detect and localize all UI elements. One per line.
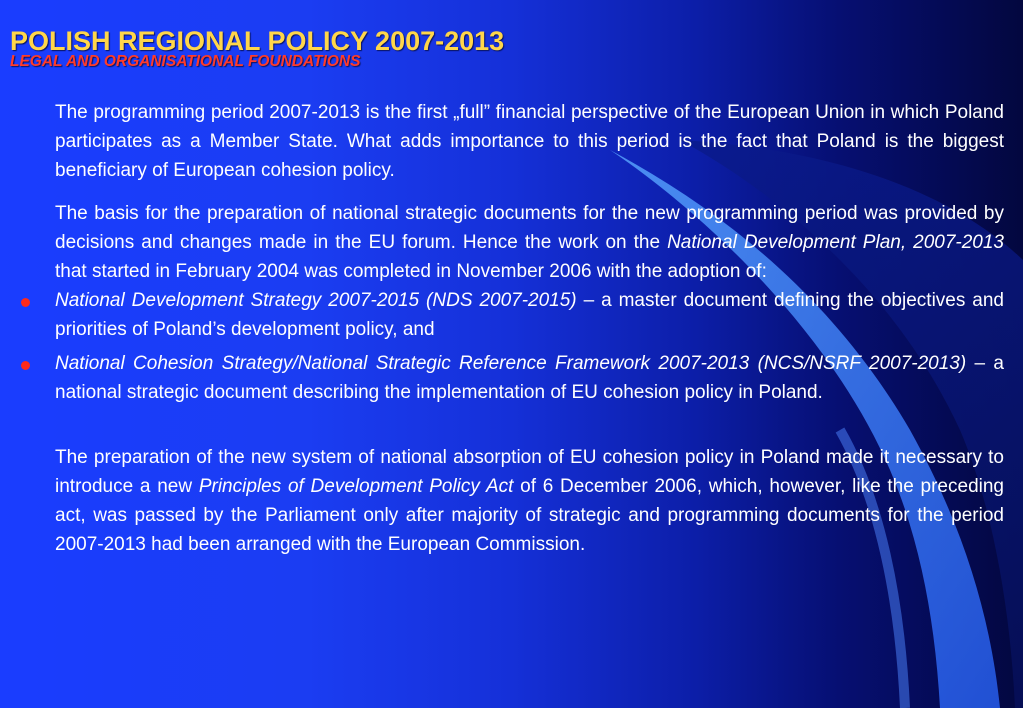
paragraph-basis-italic: National Development Plan, 2007-2013 bbox=[667, 232, 1004, 253]
bullet-italic: National Cohesion Strategy/National Strategic Reference Framework 2007-2013 (NCS/NSRF 2007-2013) bbox=[55, 353, 967, 374]
bullet-dot-icon bbox=[21, 298, 30, 307]
paragraph-preparation-italic: Principles of Development Policy Act bbox=[198, 476, 514, 497]
bullet-italic: National Development Strategy 2007-2015 (NDS 2007-2015) bbox=[55, 290, 577, 311]
paragraph-basis bbox=[55, 199, 1004, 286]
slide-subtitle: LEGAL AND ORGANISATIONAL FOUNDATIONS bbox=[10, 53, 361, 70]
slide-body bbox=[55, 98, 1004, 559]
slide-title: POLISH REGIONAL POLICY 2007-2013 bbox=[10, 26, 505, 56]
paragraph-intro: The programming period 2007-2013 is the first „full” financial perspective of the European Union in which Poland participates as a Member State. What adds importance to this period is the fact that Poland is the biggest beneficiary of European cohesion policy. bbox=[55, 102, 1004, 181]
bullet-item bbox=[55, 349, 1004, 407]
paragraph-preparation bbox=[55, 443, 1004, 559]
bullet-item bbox=[55, 286, 1004, 344]
paragraph-basis-tail: that started in February 2004 was completed in November 2006 with the adoption of: bbox=[55, 261, 767, 282]
paragraph-preparation-text: The preparation of the new system of national absorption of EU cohesion policy in Poland made it necessary to introduce a new bbox=[55, 447, 1004, 497]
bullet-text: – a master document defining the objectives and priorities of Poland’s development policy, and bbox=[55, 290, 1004, 340]
bullet-text: – a national strategic document describing the implementation of EU cohesion policy in Poland. bbox=[55, 353, 1005, 403]
bullet-dot-icon bbox=[21, 361, 30, 370]
paragraph-basis-text: The basis for the preparation of national strategic documents for the new programming period was provided by decisions and changes made in the EU forum. Hence the work on the bbox=[55, 203, 1004, 253]
paragraph-preparation-tail: of 6 December 2006, which, however, like the preceding act, was passed by the Parliament only after majority of strategic and programming documents for the period 2007-2013 had been arranged with the European Commission. bbox=[55, 476, 1004, 555]
slide-header bbox=[10, 26, 504, 70]
